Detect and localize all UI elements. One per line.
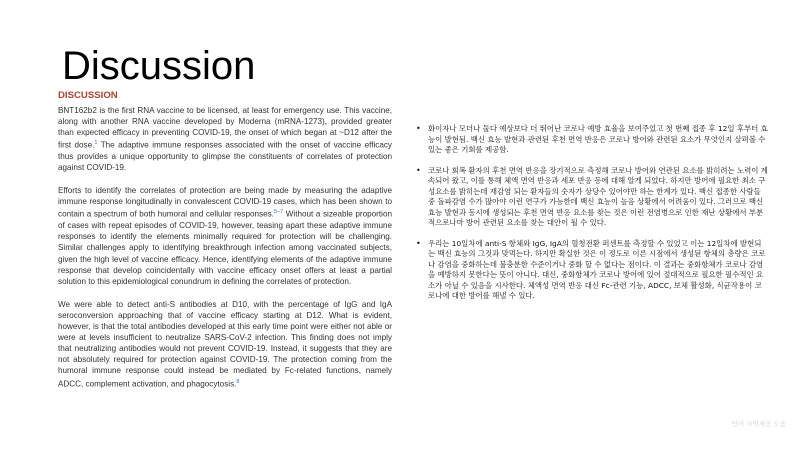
citation-ref: 1 xyxy=(94,140,98,147)
bullet-dot: • xyxy=(416,165,421,175)
summary-bullet xyxy=(416,124,768,156)
slide-title: Discussion xyxy=(62,44,256,88)
paragraph-text-tail: Without a sizeable proportion of cases with repeat episodes of COVID-19, however, teasing apart these adaptive immune responses to identify the elements minimally required for protection will be challenging. Similar challenges apply to identifying breakthrough infection among vaccinated subjects, given the high level of vaccine efficacy. Hence, identifying elements of the adaptive immune response that develop coincidentally with vaccine efficacy onset offers at least a partial solution to this epidemiological conundrum in defining the correlates of protection. xyxy=(58,210,392,286)
summary-bullet xyxy=(416,239,768,302)
paragraph-text: BNT162b2 is the first RNA vaccine to be licensed, at least for emergency use. This vaccine, along with another RNA vaccine developed by Moderna (mRNA-1273), provided greater than expected efficacy in preventing COVID-19, the onset of which began at ~D12 after the first dose. xyxy=(58,106,392,150)
watermark: 언어 자막제공 도움 xyxy=(731,420,786,428)
paper-paragraph xyxy=(58,185,392,287)
summary-bullet-text: 코로나 회복 환자의 후천 면역 반응을 장기적으로 측정해 코로나 방어와 연관된 요소를 밝히려는 노력이 계속되어 왔고, 이를 통해 체액 면역 반응과 세포 반응 등에 대해 알게 되었다. 하지만 방어에 필요한 최소 구성요소를 밝히는데 재감염 되는 환자들의 숫자가 상당수 있어야만 하는 한계가 있다. 백신 접종한 사람들 중 돌파감염 수가 많아야 이런 연구가 가능한데 백신 효능이 높음 상황에서 어려움이 있다. 그러므로 백신 효능 발현과 동시에 생성되는 후천 면역 반응 요소를 찾는 것은 이런 전염병으로 인한 재난 상황에서 부분적으로나마 방어 관련된 요소를 찾는 대안이 될 수 있다. xyxy=(428,165,768,227)
paper-paragraph xyxy=(58,105,392,173)
paper-section-heading: DISCUSSION xyxy=(58,90,118,101)
summary-bullet-text: 우리는 10일차에 anti-S 항체와 IgG, IgA의 혈청전환 퍼센트를 측정할 수 있었고 이는 12일차에 발현되는 백신 효능의 그것과 맞먹는다. 하지만 확실한 것은 이 정도로 이른 시점에서 생성된 항체의 총량은 코로나 감염을 중화하는데 불충분한 수준이거나 중화 할 수 없다는 점이다. 이 결과는 중화항체가 코로나 감염을 예방하지 못한다는 뜻이 아니다. 대신, 중화항체가 코로나 방어에 있어 절대적으로 필요한 필수적인 요소가 아닐 수 있음을 시사한다. 체액성 면역 반응 대신 Fc-관련 기능, ADCC, 보체 활성화, 식균작용이 코로나에 대한 방어를 해낼 수 있다. xyxy=(428,238,766,300)
paper-excerpt-image xyxy=(56,90,394,446)
paragraph-text: We were able to detect anti-S antibodies at D10, with the percentage of IgG and IgA seroconversion approaching that of vaccine efficacy starting at D12. What is evident, however, is that the total antibodies developed at this early time point were either not able or were at levels insufficient to neutralize SARS-CoV-2 infection. This finding does not imply that neutralizing antibodies would not prevent COVID-19. Instead, it suggests that they are not absolutely required for protection against COVID-19. The protection coming from the humoral immune response could instead be mediated by Fc-related functions, namely ADCC, complement activation, and phagocytosis. xyxy=(58,299,392,389)
citation-ref: 5–7 xyxy=(273,209,284,216)
citation-ref: 8 xyxy=(236,378,240,385)
paragraph-text: Efforts to identify the correlates of protection are being made by measuring the adaptive immune response longitudinally in convalescent COVID-19 cases, which has been shown to contain a spectrum of both humoral and cellular responses. xyxy=(58,186,392,220)
bullet-dot: • xyxy=(416,124,421,133)
paragraph-text-tail: The adaptive immune responses associated with the onset of vaccine efficacy thus provides a unique opportunity to glimpse the constituents of correlates of protection against COVID-19. xyxy=(58,141,392,173)
summary-bullet-text: 화이자나 모더나 둘다 예상보다 더 뛰어난 코로나 예방 효율을 보여주었고 첫 번째 접종 후 12일 후부터 효능이 발현됨. 백신 효능 발현과 관련된 후천 면역 반응은 코로나 방어와 관련된 요소가 무엇인지 살펴볼 수 있는 좋은 기회를 제공함. xyxy=(428,124,768,154)
paper-paragraph xyxy=(58,299,392,389)
summary-bullet xyxy=(416,166,768,229)
bullet-dot: • xyxy=(416,238,421,248)
korean-summary-list xyxy=(416,124,768,312)
